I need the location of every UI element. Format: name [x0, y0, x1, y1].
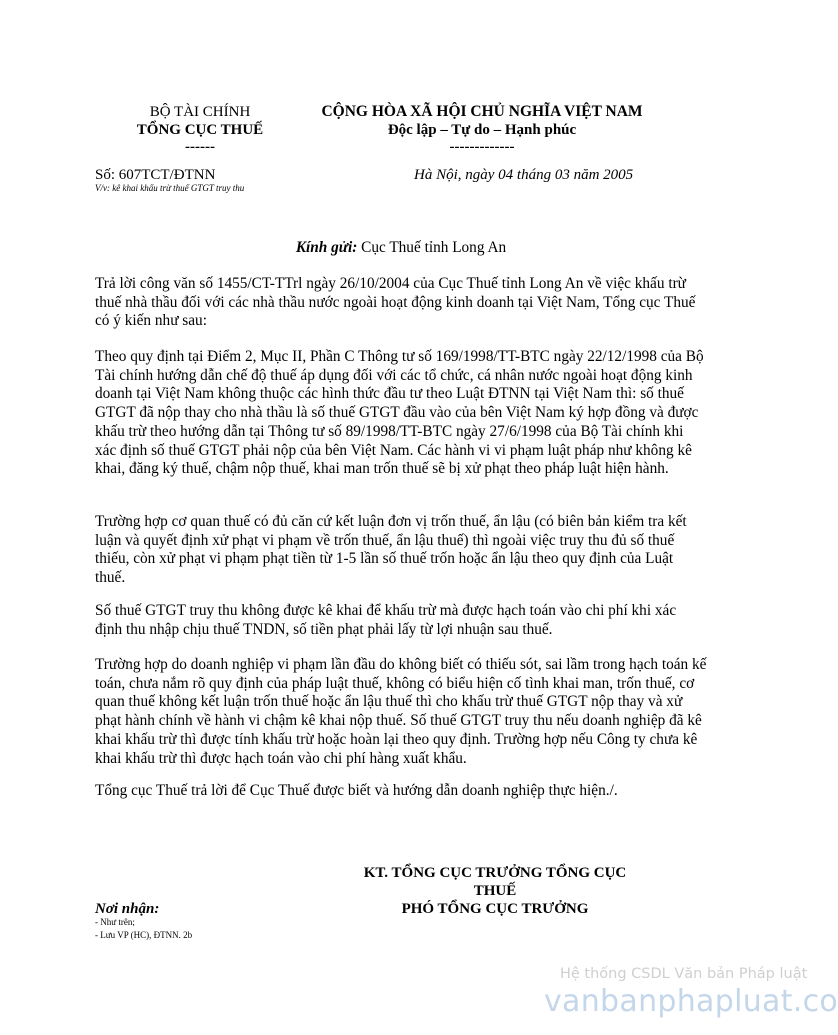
ministry-name: BỘ TÀI CHÍNH — [149, 104, 251, 120]
receiver-item: - Như trên; — [95, 917, 135, 927]
recipient-line — [95, 239, 707, 258]
body-paragraph-1: Trả lời công văn số 1455/CT-TTrl ngày 26/10/2004 của Cục Thuế tỉnh Long An về việc khấu trừ thuế nhà thầu đối với các nhà thầu nước ngoài hoạt động kinh doanh tại Việt Nam, Tổng cục Thuế có ý kiến như sau: — [95, 275, 696, 330]
left-header-rule: ------ — [185, 139, 215, 155]
body-paragraph-5: Trường hợp do doanh nghiệp vi phạm lần đầu do không biết có thiếu sót, sai lầm trong hạch toán kế toán, chưa nắm rõ quy định của pháp luật thuế, không có biểu hiện cố tình khai man, trốn thuế, cơ quan thuế không kết luận trốn thuế hoặc ẩn lậu thuế thì cho khấu trừ thuế GTGT nộp thay và xử phạt hành chính về hành vi chậm kê khai nộp thuế. Số thuế GTGT truy thu nếu doanh nghiệp đã kê khai khấu trừ thì được tính khấu trừ hoặc hoàn lại theo quy định. Trường hợp nếu Công ty chưa kê khai khấu trừ thì được hạch toán vào chi phí hàng xuất khẩu. — [95, 656, 707, 767]
watermark-caption: Hệ thống CSDL Văn bản Pháp luật — [560, 966, 808, 982]
receivers-label: Nơi nhận: — [95, 901, 160, 917]
signature-title-line-3: PHÓ TỔNG CỤC TRƯỞNG — [401, 901, 589, 917]
department-name: TỔNG CỤC THUẾ — [136, 122, 264, 138]
body-paragraph-4: Số thuế GTGT truy thu không được kê khai để khấu trừ mà được hạch toán vào chi phí khi xác định thu nhập chịu thuế TNDN, số tiền phạt phải lấy từ lợi nhuận sau thuế. — [95, 602, 677, 638]
watermark-site: vanbanphapluat.co — [544, 984, 838, 1019]
right-header-rule: ------------- — [449, 139, 515, 155]
receiver-item: - Lưu VP (HC), ĐTNN. 2b — [95, 930, 193, 940]
national-motto: Độc lập – Tự do – Hạnh phúc — [387, 122, 577, 138]
country-name: CỘNG HÒA XÃ HỘI CHỦ NGHĨA VIỆT NAM — [321, 103, 643, 120]
signature-title-line-1: KT. TỔNG CỤC TRƯỞNG TỔNG CỤC — [363, 865, 627, 881]
signature-title-line-2: THUẾ — [473, 883, 517, 899]
document-subject: V/v: kê khai khấu trừ thuế GTGT truy thu — [95, 183, 245, 193]
body-paragraph-2: Theo quy định tại Điểm 2, Mục II, Phần C Thông tư số 169/1998/TT-BTC ngày 22/12/1998 của Bộ Tài chính hướng dẫn chế độ thuế áp dụng đối với các tổ chức, cá nhân nước ngoài hoạt động kinh doanh tại Việt Nam không thuộc các hình thức đầu tư theo Luật ĐTNN tại Việt Nam thì: số thuế GTGT đã nộp thay cho nhà thầu là số thuế GTGT đầu vào của bên Việt Nam ký hợp đồng và được khấu trừ theo hướng dẫn tại Thông tư số 89/1998/TT-BTC ngày 27/6/1998 của Bộ Tài chính khi xác định số thuế GTGT phải nộp của bên Việt Nam. Các hành vi vi phạm luật pháp như không kê khai, đăng ký thuế, chậm nộp thuế, khai man trốn thuế sẽ bị xử phạt theo pháp luật hiện hành. — [95, 348, 704, 478]
body-paragraph-6: Tổng cục Thuế trả lời để Cục Thuế được biết và hướng dẫn doanh nghiệp thực hiện./. — [95, 782, 618, 799]
place-and-date: Hà Nội, ngày 04 tháng 03 năm 2005 — [414, 167, 634, 183]
recipient-name: Cục Thuế tỉnh Long An — [361, 239, 507, 256]
recipient-label: Kính gửi: — [295, 239, 358, 256]
document-number: Số: 607TCT/ĐTNN — [95, 167, 216, 183]
body-paragraph-3: Trường hợp cơ quan thuế có đủ căn cứ kết luận đơn vị trốn thuế, ẩn lậu (có biên bản kiểm tra kết luận và quyết định xử phạt vi phạm về trốn thuế, ẩn lậu thuế) thì ngoài việc truy thu đủ số thuế thiếu, còn xử phạt vi phạm phạt tiền từ 1-5 lần số thuế trốn hoặc ẩn lậu theo quy định của Luật thuế. — [95, 513, 687, 587]
